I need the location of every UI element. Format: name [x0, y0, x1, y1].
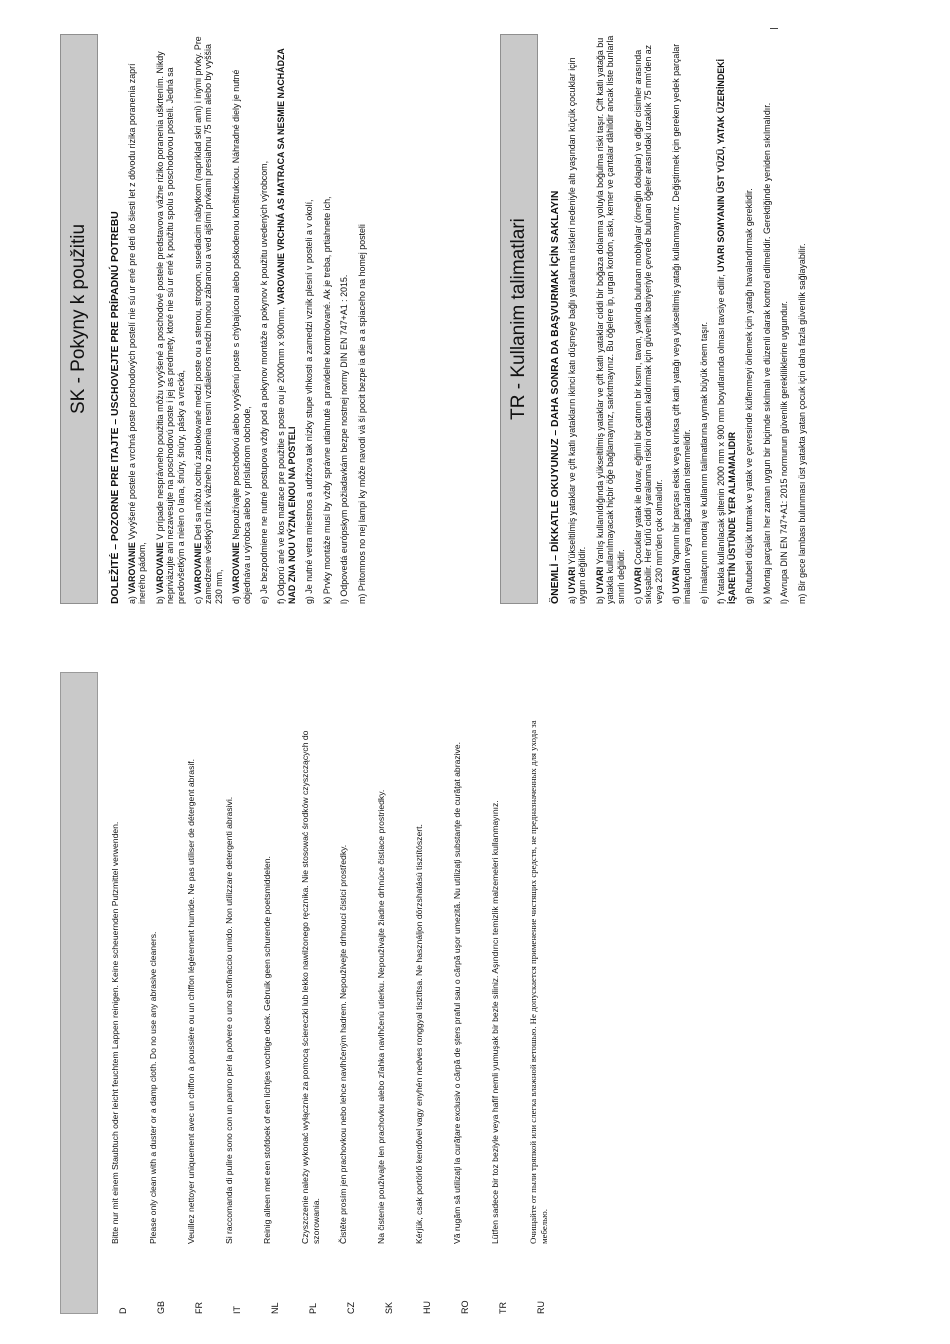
sk-item-text: Pritomnos no nej lampi ky môže navodi vä ší pocit bezpe ia die a a spiaceho na homej posteli [356, 224, 367, 592]
tr-item-bold: UYARI [633, 567, 644, 595]
tr-item-text: Yanlış kullanıldığında yükseltilmiş yataklar ve çift katlı yataklar ciddi bir boğaza dolanma yoluyla boğulma riski taşır. Çift katlı yatağa bu yatakla kullanılmayacak hiçbir öğe bağlamayınız, sarkıtmayınız. Bu öğelere ip, urgan kordon, askı, kemer ve çantalar dâhildir ancak liste bunlarla sınırlı değildir. [594, 35, 626, 604]
cleaning-row-tr [490, 684, 528, 1314]
tr-item [716, 34, 737, 604]
sk-item-text: Vyvýšené postele a vrchná poste poschodových postelí nie sú ur ené pre deti do šiesti let z dôvodu rizika poranenia zaprí inerého pádom, [127, 63, 148, 604]
sk-item-bold: VAROVANIE [127, 542, 137, 594]
cleaning-row-gb [148, 684, 186, 1314]
sk-item [322, 34, 332, 604]
tr-important-heading: ÖNEMLİ – DİKKATLE OKUYUNUZ – DAHA SONRA DA BAŞVURMAK İÇİN SAKLAYIN [550, 190, 561, 604]
stray-print-mark [770, 28, 778, 29]
language-code: GB [156, 1300, 166, 1314]
tr-item-tail-bold: UYARI SOMYANIN ÜST YÜZÜ, YATAK ÜZERİNDEKİ İŞARETİN ÜSTÜNDE YER ALMAMALIDIR [716, 58, 737, 604]
sk-item-bold: VAROVANIE [154, 542, 165, 594]
cleaning-row-pl [300, 684, 338, 1314]
tr-item-text: Yapının bir parçası eksik veya kırıksa çift katlı yatağı veya yükseltilmiş yatağı kullanmayınız. Değiştirmek için gereken yedek parçalar imalatçıdan veya mağazalardan istenmelidir. [671, 43, 692, 604]
cleaning-row-nl [262, 684, 300, 1314]
language-code: PL [308, 1302, 318, 1314]
language-code: TR [498, 1302, 508, 1314]
tr-item [595, 34, 626, 604]
cleaning-text: Lütfen sadece bir toz beziyle veya hafif nemli yumuşak bir bezle siliniz. Aşındırıcı temizlik malzemeleri kullanmayınız. [490, 800, 500, 1244]
sk-item-lead: e) [259, 593, 270, 604]
sk-item-tail-bold: VAROVANIE VRCHNÁ AS MATRACA SA NESMIE NACHÁDZA NAD ZNA NOU VÝZNA ENOU NA POSTELI [276, 48, 297, 604]
cleaning-row-sk [376, 684, 414, 1314]
cleaning-row-hu [414, 684, 452, 1314]
cleaning-text: Si raccomanda di pulire sono con un panno per la polvere o uno strofinaccio umido. Non utilizzare detergenti abrasivi. [224, 796, 234, 1244]
tr-item-lead: k) [761, 594, 772, 604]
tr-item-text: Montaj parçaları her zaman uygun bir biçimde sıkılmalı ve düzenli olarak kontrol edilmelidir. Gerektiğinde yeniden sıkılmalıdır. [761, 102, 772, 595]
cleaning-text: Czyszczenie należy wykonać wyłącznie za pomocą ściereczki lub lekko nawilżonego ręcznika. Nie stosować środków czyszczących do szorowania. [300, 730, 321, 1244]
sk-item [276, 34, 297, 604]
cleaning-row-cz [338, 684, 376, 1314]
tr-item-lead: d) [671, 593, 682, 604]
language-code: FR [194, 1302, 204, 1314]
sk-item-lead: g) [304, 593, 315, 604]
tr-item [699, 34, 709, 604]
sk-item-lead: f) [276, 596, 287, 604]
language-code: SK [384, 1301, 394, 1314]
language-code: D [118, 1307, 128, 1314]
tr-item [671, 34, 692, 604]
cleaning-row-d [110, 684, 148, 1314]
sk-item-lead: c) [193, 594, 204, 604]
cleaning-text: Veuillez nettoyer uniquement avec un chiffon à poussière ou un chiffon légèrement humide. Ne pas utiliser de détergent abrasif. [186, 758, 196, 1244]
sk-item-text: Nepoužívajte poschodovú alebo vyvýšenú poste s chýbajúcou alebo poškodenou konštrukciou. Náhradné diely je nutné objednáva u výrobca alebo v príslušnom obchode, [231, 69, 252, 604]
language-code: RO [460, 1300, 470, 1314]
sk-item-text: Prvky montáže musí by vždy správne utiahnuté a pravidelne kontrolované. Ak je treba, prtiahnete ich, [321, 196, 332, 595]
cleaning-text: Reinig alleen met een stofdoek of een lichtjes vochtige doek. Gebruik geen schurende poetsmiddelen. [262, 856, 272, 1244]
tr-item-text: Yükseltilmiş yataklar ve çift katlı yatakların ikinci katı düşmeye bağlı yaralanma riskleri nedeniyle altı yaşından küçük çocuklar için uygun değildir. [567, 57, 588, 604]
cleaning-list [110, 684, 566, 1314]
sk-important-heading: DOLEŽITÉ – POZORNE PRE ITAJTE – USCHOVEJTE PRE PRÍPADNÚ POTREBU [110, 211, 121, 604]
cleaning-row-fr [186, 684, 224, 1314]
tr-item-text: Avrupa DIN EN 747+A1: 2015 normunun güvenlik gerekliliklerine uygundur. [779, 301, 790, 598]
cleaning-row-it [224, 684, 262, 1314]
sk-item-text: Je bezpodmiene ne nutné postupova vždy pod a pokynov montáže a pokynov k použitu uvedených výrobcom, [259, 160, 270, 594]
sk-item-text: Odpovedá európskym požiadavkám bezpe nostnej normy DIN EN 747+A1 : 2015. [339, 274, 350, 597]
sk-item-lead: d) [231, 593, 242, 604]
cleaning-text: Vă rugăm să utilizaţi la curăţare exclusiv o cârpă de şters praful sau o cârpă uşor umezită. Nu utilizaţi substanţe de curăţat abrazive. [452, 741, 462, 1244]
cleaning-header-bar [60, 672, 98, 1314]
sk-item-text: Odporú ané ve kos matrace pre použitie s poste ou je 2000mm x 900mm, [276, 304, 287, 597]
tr-item [744, 34, 754, 604]
sk-section-header: SK - Pokyny k použitiu [60, 34, 98, 604]
sk-item-bold: VAROVANIE [231, 542, 242, 594]
cleaning-text: Очищайте от пыли тряпкой или слегка влажной ветошью. Не допускается применение чистящих средств, не предназначенных для ухода за мебелью. [528, 720, 549, 1244]
sk-item-text: Deti sa môžu ocitnú zablokované medzi poste ou a stenou, stropom, susediacim nábytkom (napríklad skri ami) i inými prvky. Pre zamedzenie všetkých rizík vážneho zranenia nesmí vzdialenos medzi homou zábranou a ved ajšími prvkami presiahnu 75 mm alebo by vyššia 230 mm, [193, 36, 224, 604]
sk-item [259, 34, 269, 604]
tr-item-text: Bir gece lambası bulunması üst yatakta yatan çocuk için daha fazla güvenlik sağlayabilir. [796, 243, 807, 592]
tr-item-text: Rutubeti düşük tutmak ve yatak ve çevresinde küflenmeyi önlemek için yatağı havalandırmak gereklidir. [744, 188, 755, 594]
tr-item-text: İmalatçının montaj ve kullanım talimatlarına uymak büyük önem taşır. [699, 321, 710, 594]
cleaning-row-ru [528, 684, 566, 1314]
sk-item-lead: l) [339, 596, 350, 604]
sk-items-list [127, 34, 367, 604]
tr-instructions-section [500, 34, 814, 604]
sk-item-lead: m) [356, 591, 367, 604]
language-code: HU [422, 1301, 432, 1314]
sk-item [339, 34, 349, 604]
cleaning-text: Na čistenie používajte len prachovku alebo zľahka navlhčenú utierku. Nepoužívajte žiadne drhnúce čistiace prostriedky. [376, 789, 386, 1244]
cleaning-row-ro [452, 684, 490, 1314]
sk-item-bold: VAROVANIE [193, 542, 204, 595]
tr-item-lead: a) [567, 593, 577, 604]
sk-instructions-section [60, 34, 374, 604]
sk-item [127, 34, 148, 604]
tr-item-bold: UYARI [567, 566, 577, 594]
tr-item [567, 34, 588, 604]
language-code: CZ [346, 1302, 356, 1314]
tr-item-text: Çocuklar yatak ile duvar, eğimli bir çatının bir kısmı, tavan, yakında bulunan mobilyalar (örneğin dolaplar) ve diğer cisimler arasında sıkışabilir. Her türlü ciddi yaralanma riskini ortadan kaldırmak için güvenlik bariyeriyle çevrede bulunan öğeler arasındaki uzaklık 75 mm'den az veya 230 mm'den çok olmalıdır. [633, 44, 664, 604]
tr-item-lead: m) [796, 591, 807, 604]
sk-item [357, 34, 367, 604]
tr-item [633, 34, 664, 604]
cleaning-text: Please only clean with a duster or a damp cloth. Do no use any abrasive cleaners. [148, 931, 158, 1244]
tr-items-list [567, 34, 807, 604]
sk-item-lead: k) [321, 594, 332, 604]
tr-item-lead: f) [716, 596, 727, 604]
tr-item-lead: l) [779, 597, 790, 604]
tr-item-lead: g) [744, 593, 755, 604]
tr-item-lead: b) [594, 593, 605, 604]
language-code: NL [270, 1302, 280, 1314]
sk-item [155, 34, 186, 604]
language-code: IT [232, 1306, 242, 1314]
sk-item-text: V prípade nesprávneho použitia môžu vyvýšené a poschodové postele predstavova vážne riziko poranenia uškrtením. Nikdy nepriväzujte ani nezavesujte na poschodovú poste i jej as predmety, ktoré nie sú ur ené k použitu spolu s poschodovou posteli. Jedná sa predovšetkým a nielen o lana, šnúry, šnúry, pásky a vrecká, [154, 51, 186, 604]
sk-item [304, 34, 314, 604]
sk-item-lead: a) [127, 593, 137, 604]
tr-item-lead: e) [699, 593, 710, 604]
sk-item [193, 34, 224, 604]
sk-item [231, 34, 252, 604]
tr-item-bold: UYARI [671, 566, 682, 594]
sk-item-text: Je nutné vetra miestnos a udržova tak nízky stupe vlhkosti a zamedzi vznik plesní v posteli a v okolí, [304, 199, 315, 594]
tr-item-lead: c) [633, 594, 644, 604]
sk-item-lead: b) [154, 593, 165, 604]
tr-item [797, 34, 807, 604]
cleaning-text: Čistěte prosím jen prachovkou nebo lehce navlhčeným hadrem. Nepoužívejte drhnoucí čisticí prostředky. [338, 844, 348, 1244]
tr-item [762, 34, 772, 604]
cleaning-text: Kérjük, csak portörlő kendővel vagy enyhén nedves ronggyal tisztítsa. Ne használjon dörzshatású tisztítószert. [414, 824, 424, 1244]
cleaning-instructions-section [0, 644, 950, 1344]
tr-item-text: Yatakla kullanılacak şiltenin 2000 mm x 900 mm boyutlarında olması tavsiye edilir, [716, 271, 727, 597]
tr-section-header: TR - Kullanim talimatlari [500, 34, 538, 604]
language-code: RU [536, 1301, 546, 1314]
tr-item-bold: UYARI [594, 566, 605, 594]
cleaning-text: Bitte nur mit einem Staubtuch oder leicht feuchtem Lappen reinigen. Keine scheuernden Putzmittel verwenden. [110, 821, 120, 1244]
tr-item [779, 34, 789, 604]
